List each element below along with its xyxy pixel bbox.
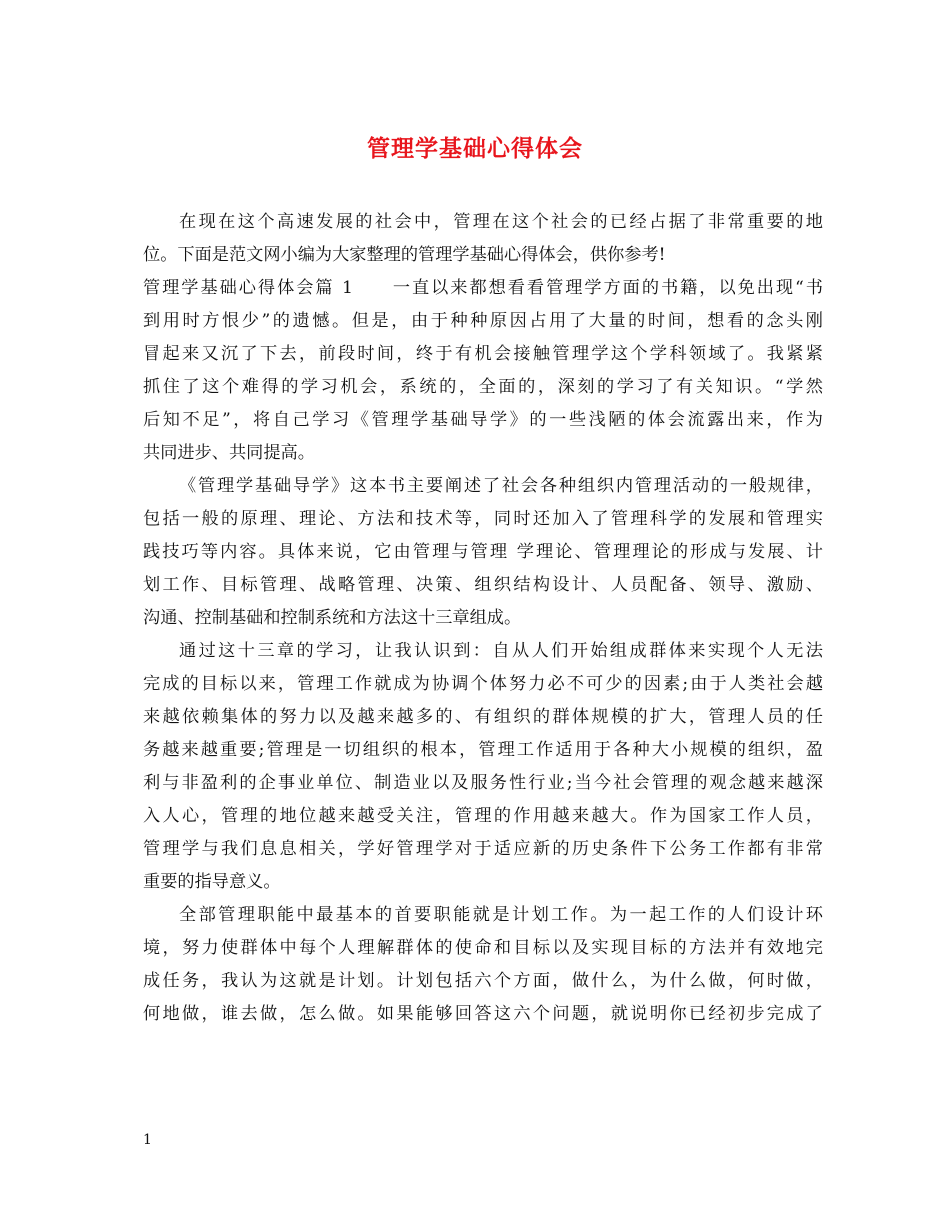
text-line: 到用时方恨少”的遗憾。但是，由于种种原因占用了大量的时间，想看的念头刚 [143,311,823,331]
text-line: 包括一般的原理、理论、方法和技术等，同时还加入了管理科学的发展和管理实 [143,509,823,529]
section-heading: 管理学基础心得体会篇 1 [143,278,353,298]
text-line: 通过这十三章的学习，让我认识到：自从人们开始组成群体来实现个人无法 [179,641,823,661]
page-number: 1 [143,1132,152,1148]
text-line: 抓住了这个难得的学习机会，系统的，全面的，深刻的学习了有关知识。“学然 [143,377,823,397]
text-line: 管理学与我们息息相关，学好管理学对于适应新的历史条件下公务工作都有非常 [143,839,823,859]
text-line: 在现在这个高速发展的社会中，管理在这个社会的已经占据了非常重要的地 [179,212,823,232]
text-line: 入人心，管理的地位越来越受关注，管理的作用越来越大。作为国家工作人员， [143,806,823,826]
text-line-heading-row [143,276,823,300]
document-title: 管理学基础心得体会 [367,135,583,162]
text-line: 沟通、控制基础和控制系统和方法这十三章组成。 [143,608,522,628]
text-line: 践技巧等内容。具体来说，它由管理与管理 学理论、管理理论的形成与发展、计 [143,542,823,562]
text-line: 重要的指导意义。 [143,872,281,892]
text-line: 《管理学基础导学》这本书主要阐述了社会各种组织内管理活动的一般规律， [179,476,823,496]
text-line: 全部管理职能中最基本的首要职能就是计划工作。为一起工作的人们设计环 [179,905,823,925]
text-line: 完成的目标以来，管理工作就成为协调个体努力必不可少的因素;由于人类社会越 [143,674,823,694]
text-line: 境，努力使群体中每个人理解群体的使命和目标以及实现目标的方法并有效地完 [143,938,823,958]
text-line: 位。下面是范文网小编为大家整理的管理学基础心得体会，供你参考! [143,245,666,265]
text-line: 划工作、目标管理、战略管理、决策、组织结构设计、人员配备、领导、激励、 [143,575,823,595]
text-line-continuation: 一直以来都想看看管理学方面的书籍，以免出现“书 [390,278,823,298]
text-line: 务越来越重要;管理是一切组织的根本，管理工作适用于各种大小规模的组织，盈 [143,740,823,760]
text-line: 冒起来又沉了下去，前段时间，终于有机会接触管理学这个学科领域了。我紧紧 [143,344,823,364]
text-line: 利与非盈利的企事业单位、制造业以及服务性行业;当今社会管理的观念越来越深 [143,773,823,793]
text-line: 后知不足”，将自己学习《管理学基础导学》的一些浅陋的体会流露出来，作为 [143,410,823,430]
text-line: 何地做，谁去做，怎么做。如果能够回答这六个问题，就说明你已经初步完成了 [143,1004,823,1024]
text-line: 成任务，我认为这就是计划。计划包括六个方面，做什么，为什么做，何时做， [143,971,823,991]
text-line: 共同进步、共同提高。 [143,443,315,463]
text-line: 来越依赖集体的努力以及越来越多的、有组织的群体规模的扩大，管理人员的任 [143,707,823,727]
